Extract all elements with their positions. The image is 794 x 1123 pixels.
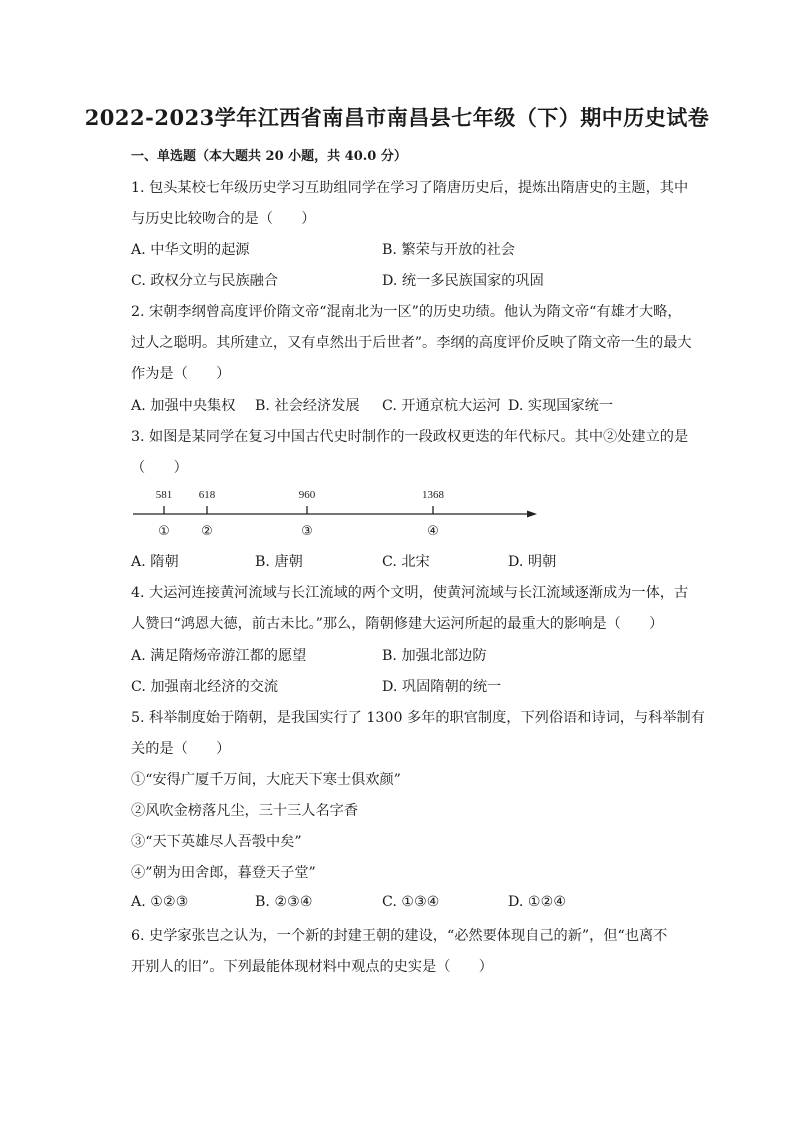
q5-statement-4: ④”朝为田舍郎，暮登天子堂” [131, 865, 316, 881]
q3-option-a: A. 隋朝 [131, 554, 179, 570]
q4-option-b: B. 加强北部边防 [382, 648, 487, 664]
timeline-marker-4: ④ [427, 524, 439, 539]
q2-line-3: 作为是（ ） [131, 366, 231, 382]
q5-statement-2: ②风吹金榜落凡尘，三十三人名字香 [131, 803, 359, 819]
q6-line-2: 开别人的旧”。下列最能体现材料中观点的史实是（ ） [131, 959, 493, 975]
timeline-marker-2: ② [201, 524, 213, 539]
q2-option-b: B. 社会经济发展 [255, 398, 360, 414]
timeline-marker-3: ③ [301, 524, 313, 539]
page-title: 2022-2023学年江西省南昌市南昌县七年级（下）期中历史试卷 [84, 105, 710, 130]
q2-option-d: D. 实现国家统一 [508, 398, 614, 414]
q4-line-1: 4. 大运河连接黄河流域与长江流域的两个文明，使黄河流域与长江流域逐渐成为一体，古 [131, 585, 689, 601]
q3-line-1: 3. 如图是某同学在复习中国古代史时制作的一段政权更迭的年代标尺。其中②处建立的是 [131, 429, 689, 445]
timeline-figure [131, 484, 551, 544]
q1-option-c: C. 政权分立与民族融合 [131, 273, 279, 289]
q1-option-b: B. 繁荣与开放的社会 [382, 242, 515, 258]
timeline-marker-1: ① [158, 524, 170, 539]
q6-line-1: 6. 史学家张岂之认为，一个新的封建王朝的建设，“必然要体现自己的新”，但“也离不 [131, 928, 668, 944]
q2-line-2: 过人之聪明。其所建立，又有卓然出于后世者”。李纲的高度评价反映了隋文帝一生的最大 [131, 335, 692, 351]
timeline-year-1: 581 [155, 489, 173, 501]
timeline-year-2: 618 [198, 489, 216, 501]
q5-statement-1: ①“安得广厦千万间，大庇天下寒士俱欢颜” [131, 772, 401, 788]
q5-option-c: C. ①③④ [382, 894, 440, 910]
q4-option-d: D. 巩固隋朝的统一 [382, 679, 502, 695]
section-heading: 一、单选题（本大题共 20 小题，共 40.0 分） [131, 149, 407, 164]
q3-option-c: C. 北宋 [382, 554, 430, 570]
q1-line-1: 1. 包头某校七年级历史学习互助组同学在学习了隋唐历史后，提炼出隋唐史的主题，其中 [131, 180, 689, 196]
q2-option-a: A. 加强中央集权 [131, 398, 236, 414]
q5-statement-3: ③“天下英雄尽人吾彀中矣” [131, 834, 302, 850]
q4-line-2: 人赞曰“鸿恩大德，前古未比。”那么，隋朝修建大运河所起的最重大的影响是（ ） [131, 616, 664, 632]
q5-option-a: A. ①②③ [131, 894, 189, 910]
q3-option-d: D. 明朝 [508, 554, 557, 570]
q3-option-b: B. 唐朝 [255, 554, 303, 570]
q5-option-d: D. ①②④ [508, 894, 567, 910]
timeline-arrow-icon [527, 511, 537, 518]
q1-option-a: A. 中华文明的起源 [131, 242, 250, 258]
q5-line-1: 5. 科举制度始于隋朝，是我国实行了 1300 多年的职官制度，下列俗语和诗词，与科举制有 [131, 710, 705, 726]
timeline-year-3: 960 [298, 489, 316, 501]
q4-option-c: C. 加强南北经济的交流 [131, 679, 279, 695]
timeline-year-4: 1368 [422, 489, 444, 501]
q1-line-2: 与历史比较吻合的是（ ） [131, 211, 316, 227]
q1-option-d: D. 统一多民族国家的巩固 [382, 273, 544, 289]
q5-option-b: B. ②③④ [255, 894, 313, 910]
q4-option-a: A. 满足隋炀帝游江都的愿望 [131, 648, 307, 664]
q2-line-1: 2. 宋朝李纲曾高度评价隋文帝“混南北为一区”的历史功绩。他认为隋文帝“有雄才大略， [131, 304, 682, 320]
q2-option-c: C. 开通京杭大运河 [382, 398, 501, 414]
q3-line-2: （ ） [131, 460, 188, 476]
q5-line-2: 关的是（ ） [131, 741, 231, 757]
